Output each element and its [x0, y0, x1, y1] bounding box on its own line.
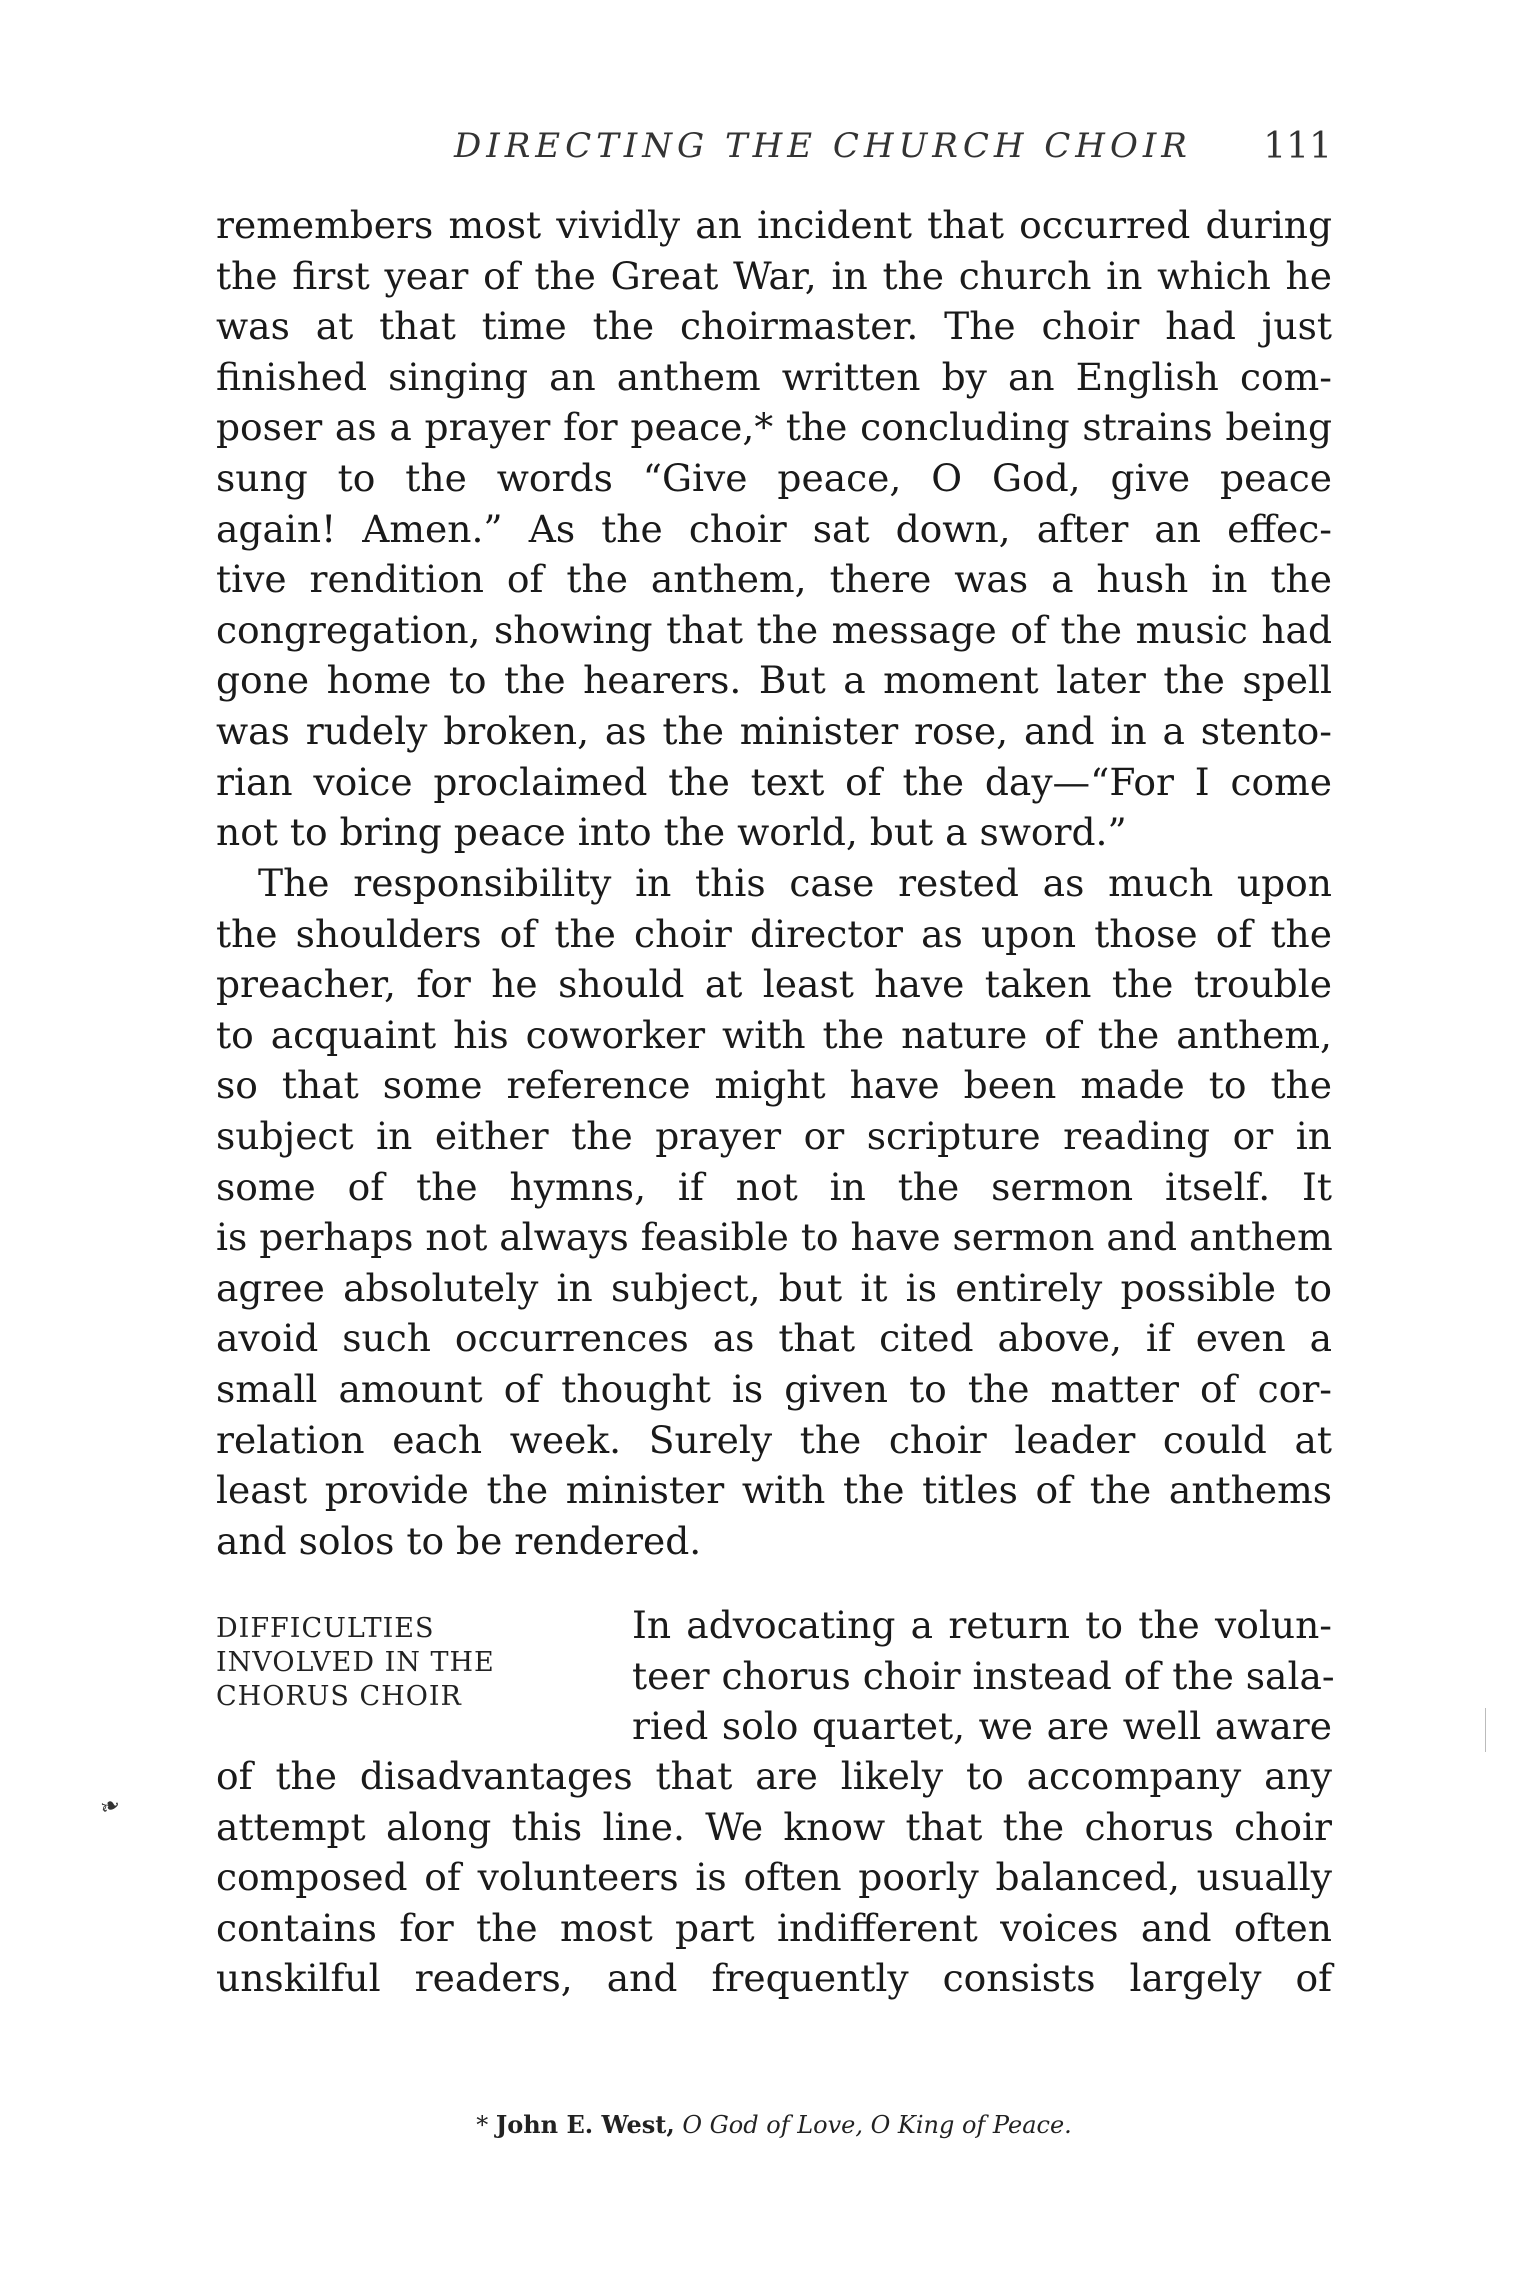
- text-line: finished singing an anthem written by an English com-: [216, 354, 1332, 399]
- text-line: the shoulders of the choir director as upon those of the: [216, 911, 1332, 956]
- sidehead-line: CHORUS CHOIR: [216, 1681, 462, 1712]
- text-line: attempt along this line. We know that the chorus choir: [216, 1804, 1332, 1849]
- text-line: was rudely broken, as the minister rose, and in a stento-: [216, 708, 1332, 753]
- footnote-title: O God of Love, O King of Peace.: [682, 2111, 1072, 2139]
- text-line: rian voice proclaimed the text of the day—“For I come: [216, 759, 1332, 804]
- text-line: remembers most vividly an incident that occurred during: [216, 203, 1332, 247]
- page-number: 111: [1263, 126, 1332, 167]
- paragraph-1: [216, 200, 1332, 858]
- text-line: least provide the minister with the titles of the anthems: [216, 1468, 1332, 1513]
- section-sidehead: [216, 1612, 586, 1714]
- footnote-marker: *: [476, 2111, 489, 2139]
- text-line: tive rendition of the anthem, there was a hush in the: [216, 557, 1332, 602]
- margin-speck: [1485, 1708, 1486, 1752]
- text-line: congregation, showing that the message of the music had: [216, 607, 1332, 652]
- text-line: The responsibility in this case rested as much upon: [258, 861, 1332, 905]
- text-line: avoid such occurrences as that cited above, if even a: [216, 1316, 1332, 1361]
- text-line: so that some reference might have been made to the: [216, 1063, 1332, 1108]
- text-line: sung to the words “Give peace, O God, give peace: [216, 455, 1332, 500]
- text-line: teer chorus choir instead of the sala-: [632, 1653, 1335, 1698]
- section-paragraph: [216, 1751, 1332, 2004]
- paragraph-2: [216, 858, 1332, 1566]
- text-line: composed of volunteers is often poorly balanced, usually: [216, 1855, 1332, 1900]
- sidehead-line: DIFFICULTIES: [216, 1613, 435, 1644]
- sidehead-line: INVOLVED IN THE: [216, 1647, 495, 1678]
- section-opening-lines: [632, 1600, 1335, 1752]
- footnote-author: John E. West,: [495, 2110, 675, 2139]
- text-line: not to bring peace into the world, but a sword.”: [216, 810, 1127, 855]
- text-line: was at that time the choirmaster. The choir had just: [216, 304, 1332, 349]
- text-line: the first year of the Great War, in the church in which he: [216, 253, 1332, 298]
- text-line: again! Amen.” As the choir sat down, after an effec-: [216, 506, 1332, 551]
- text-line: agree absolutely in subject, but it is entirely possible to: [216, 1265, 1332, 1310]
- running-title: DIRECTING THE CHURCH CHOIR: [454, 126, 1192, 166]
- text-line: of the disadvantages that are likely to accompany any: [216, 1754, 1332, 1798]
- text-line: ried solo quartet, we are well aware: [632, 1704, 1332, 1749]
- margin-mark: ❧: [95, 1789, 125, 1823]
- text-line: and solos to be rendered.: [216, 1518, 702, 1563]
- running-head: [216, 126, 1332, 176]
- text-line: to acquaint his coworker with the nature of the anthem,: [216, 1012, 1332, 1057]
- text-line: is perhaps not always feasible to have sermon and anthem: [216, 1215, 1333, 1260]
- text-line: relation each week. Surely the choir leader could at: [216, 1417, 1332, 1462]
- text-line: unskilful readers, and frequently consists largely of: [216, 1956, 1332, 2001]
- text-line: subject in either the prayer or scripture reading or in: [216, 1113, 1332, 1158]
- footnote: [216, 2110, 1332, 2139]
- text-line: gone home to the hearers. But a moment later the spell: [216, 658, 1332, 703]
- text-line: preacher, for he should at least have taken the trouble: [216, 962, 1332, 1007]
- text-line: contains for the most part indifferent voices and often: [216, 1905, 1332, 1950]
- text-line: small amount of thought is given to the matter of cor-: [216, 1366, 1332, 1411]
- text-line: poser as a prayer for peace,* the concluding strains being: [216, 405, 1332, 450]
- text-line: In advocating a return to the volun-: [632, 1603, 1332, 1647]
- text-line: some of the hymns, if not in the sermon itself. It: [216, 1164, 1332, 1209]
